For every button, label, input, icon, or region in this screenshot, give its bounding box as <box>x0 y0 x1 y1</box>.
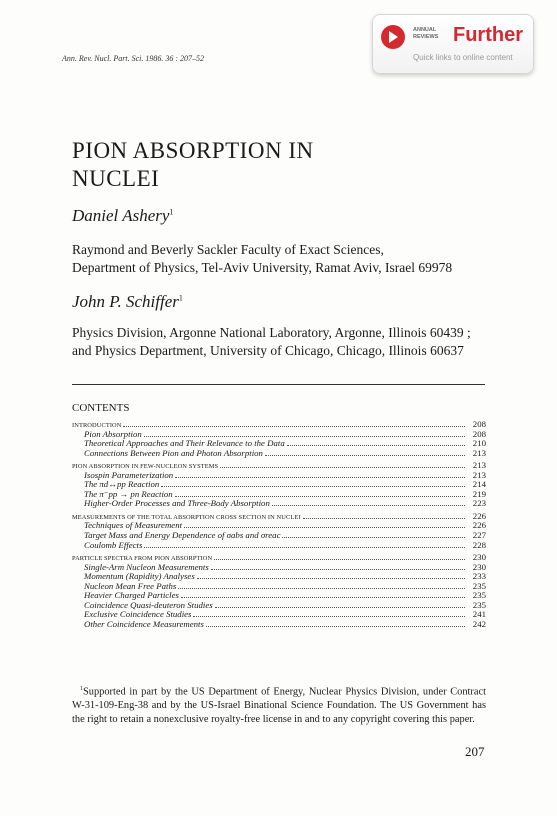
toc-entry-page: 219 <box>472 488 486 499</box>
brand-line-2: REVIEWS <box>413 33 439 40</box>
toc-dot-leader <box>175 496 465 497</box>
toc-entry-title: PION ABSORPTION IN FEW-NUCLEON SYSTEMS <box>72 463 219 471</box>
affiliation-2-line-2: and Physics Department, University of Chicago, Chicago, Illinois 60637 <box>72 343 464 358</box>
author-affiliation <box>72 324 471 360</box>
journal-reference: Ann. Rev. Nucl. Part. Sci. 1986. 36 : 207–52 <box>62 54 205 63</box>
author-2-name: John P. Schiffer <box>72 292 179 311</box>
toc-dot-leader <box>265 455 465 456</box>
toc-entry-page: 226 <box>472 510 486 521</box>
toc-dot-leader <box>282 537 465 538</box>
article-title-line-1: PION ABSORPTION IN <box>72 138 314 163</box>
toc-entry-page: 214 <box>472 479 486 490</box>
toc-entry[interactable] <box>72 449 486 459</box>
toc-dot-leader <box>215 607 465 608</box>
toc-entry-page: 213 <box>472 460 486 471</box>
author-name <box>72 292 183 312</box>
toc-dot-leader <box>175 477 465 478</box>
toc-entry-page: 235 <box>472 580 486 591</box>
footnote-mark: 1 <box>80 686 83 692</box>
toc-entry-page: 227 <box>472 530 486 541</box>
affiliation-1-line-2: Department of Physics, Tel-Aviv University, Ramat Aviv, Israel 69978 <box>72 260 453 275</box>
toc-entry-page: 230 <box>472 561 486 572</box>
toc-entry-title: Connections Between Pion and Photon Absorption <box>84 447 263 458</box>
article-title <box>72 137 314 193</box>
toc-entry-page: 230 <box>472 552 486 563</box>
toc-entry-page: 208 <box>472 419 486 429</box>
article-title-line-2: NUCLEI <box>72 166 160 191</box>
toc-dot-leader <box>181 597 465 598</box>
toc-entry-title: Pion Absorption <box>84 428 142 439</box>
footnote <box>72 682 486 727</box>
toc-entry-page: 235 <box>472 590 486 601</box>
toc-dot-leader <box>211 569 465 570</box>
author-1-footnote-mark: 1 <box>169 207 174 217</box>
toc-entry-title: Coincidence Quasi-deuteron Studies <box>84 599 213 610</box>
toc-entry[interactable] <box>72 620 486 630</box>
toc-dot-leader <box>303 518 465 519</box>
toc-entry-title: Theoretical Approaches and Their Relevance to the Data <box>84 438 285 449</box>
affiliation-2-line-1: Physics Division, Argonne National Laboratory, Argonne, Illinois 60439 ; <box>72 325 471 340</box>
toc-entry-title: The π⁻pp → pn Reaction <box>84 488 173 499</box>
toc-entry-page: 228 <box>472 539 486 550</box>
toc-entry-title: Coulomb Effects <box>84 539 143 550</box>
toc-entry-title: INTRODUCTION <box>72 422 122 429</box>
toc-entry-page: 233 <box>472 571 486 582</box>
further-title: Further <box>453 24 523 46</box>
section-divider <box>72 384 485 385</box>
toc-entry-title: Exclusive Coincidence Studies <box>84 609 192 620</box>
toc-dot-leader <box>144 547 465 548</box>
toc-entry-title: MEASUREMENTS OF THE TOTAL ABSORPTION CROSS SECTION IN NUCLEI <box>72 513 301 521</box>
toc-entry-title: Techniques of Measurement <box>84 520 183 531</box>
annual-reviews-brand <box>413 27 438 40</box>
page-number: 207 <box>465 744 485 759</box>
toc-dot-leader <box>287 445 465 446</box>
toc-dot-leader <box>193 616 465 617</box>
toc-dot-leader <box>144 436 465 437</box>
table-of-contents <box>72 420 486 629</box>
toc-dot-leader <box>123 426 465 427</box>
toc-entry-title: Nucleon Mean Free Paths <box>84 580 177 591</box>
toc-entry[interactable] <box>72 499 486 509</box>
toc-entry-title: Momentum (Rapidity) Analyses <box>84 571 195 582</box>
toc-entry-title: Higher-Order Processes and Three-Body Absorption <box>84 498 270 509</box>
toc-entry-page: 210 <box>472 438 486 449</box>
toc-entry-title: Other Coincidence Measurements <box>84 618 204 629</box>
author-1-name: Daniel Ashery <box>72 206 170 225</box>
toc-entry-title: Single-Arm Nucleon Measurements <box>84 561 209 572</box>
further-quick-links-button[interactable] <box>372 14 534 74</box>
affiliation-1-line-1: Raymond and Beverly Sackler Faculty of Exact Sciences, <box>72 242 384 257</box>
toc-entry-page: 208 <box>472 428 486 439</box>
brand-line-1: ANNUAL <box>413 27 437 33</box>
author-affiliation <box>72 241 452 277</box>
toc-entry-title: Isospin Parameterization <box>84 469 174 480</box>
contents-heading: CONTENTS <box>72 402 130 414</box>
toc-dot-leader <box>272 505 465 506</box>
toc-entry-page: 213 <box>472 469 486 480</box>
toc-entry-page: 226 <box>472 520 486 531</box>
toc-entry-title: The πd↔pp Reaction <box>84 479 160 490</box>
toc-dot-leader <box>214 559 465 560</box>
toc-dot-leader <box>178 588 465 589</box>
toc-entry-page: 242 <box>472 618 486 629</box>
toc-dot-leader <box>220 467 465 468</box>
footnote-text: Supported in part by the US Department of Energy, Nuclear Physics Division, under Contract W-31-109-Eng-38 and by the US-Israel Binational Science Foundation. The US Government has the right to retain a nonexclusive royalty-free license in and to any copyright covering this paper. <box>72 686 486 726</box>
further-subtitle: Quick links to online content <box>413 53 513 62</box>
toc-dot-leader <box>161 486 465 487</box>
toc-dot-leader <box>206 626 465 627</box>
author-2-footnote-mark: 1 <box>178 293 183 303</box>
toc-entry-title: Target Mass and Energy Dependence of σabs and σreac <box>84 530 281 541</box>
toc-entry-page: 213 <box>472 447 486 458</box>
play-triangle-icon <box>381 25 405 49</box>
toc-entry-title: PARTICLE SPECTRA FROM PION ABSORPTION <box>72 555 213 563</box>
toc-entry-page: 223 <box>472 498 486 509</box>
toc-entry[interactable] <box>72 541 486 551</box>
author-name <box>72 206 173 226</box>
toc-entry-title: Heavier Charged Particles <box>84 590 179 601</box>
toc-entry-page: 235 <box>472 599 486 610</box>
toc-entry-page: 241 <box>472 609 486 620</box>
toc-dot-leader <box>197 578 465 579</box>
toc-dot-leader <box>184 527 465 528</box>
